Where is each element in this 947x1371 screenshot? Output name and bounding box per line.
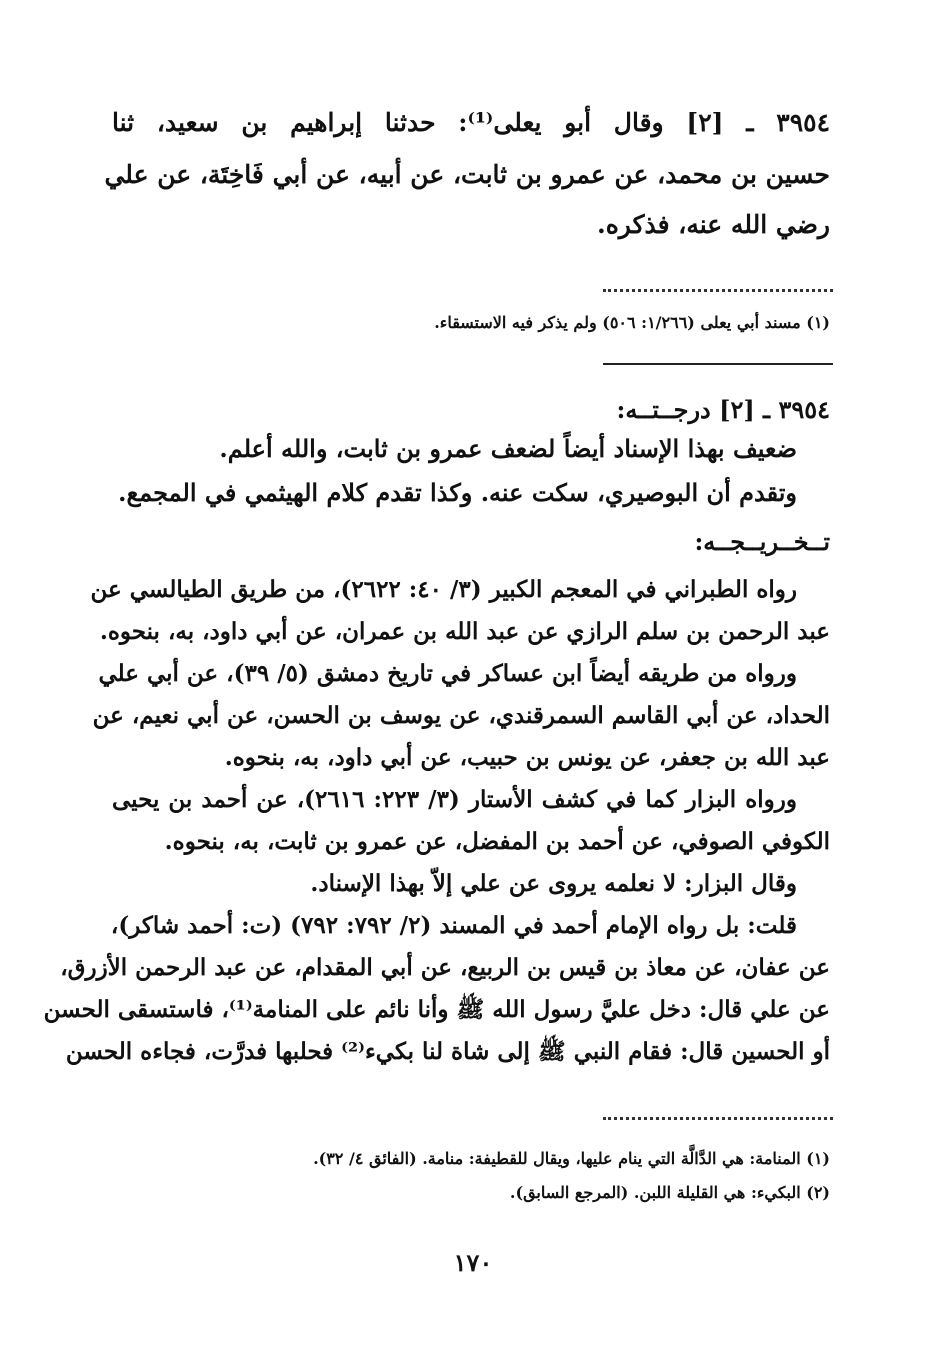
grade-heading: ٣٩٥٤ ـ [٢] درجــتــه: (616, 395, 830, 424)
takhrij-line: أو الحسين قال: فقام النبي ﷺ إلى شاة لنا بكيء⁽²⁾ فحلبها فدرَّت، فجاءه الحسن (65, 1038, 830, 1065)
hadith-text (104, 108, 831, 244)
takhrij-line: رواه الطبراني في المعجم الكبير (٣/ ٤٠: ٢٦٢٢)، من طريق الطيالسي عن (90, 576, 797, 603)
footnote: (١) مسند أبي يعلى (١/٢٦٦: ٥٠٦) ولم يذكر فيه الاستسقاء. (434, 313, 830, 332)
takhrij-line: ورواه البزار كما في كشف الأستار (٣/ ٢٢٣: ٢٦١٦)، عن أحمد بن يحيى (112, 786, 797, 813)
grade-text (112, 434, 797, 507)
grade-line: وتقدم أن البوصيري، سكت عنه. وكذا تقدم كلام الهيثمي في المجمع. (118, 478, 797, 507)
page-number: ١٧٠ (453, 1248, 493, 1277)
footnote-separator (603, 1117, 833, 1120)
takhrij-line: وقال البزار: لا نعلمه يروى عن علي إلاّ بهذا الإسناد. (310, 870, 797, 897)
footnote: (١) المنامة: هي الدَّالَّة التي ينام عليها، ويقال للقطيفة: منامة. (الفائق ٤/ ٣٢). (313, 1149, 830, 1168)
takhrij-line: الحداد، عن أبي القاسم السمرقندي، عن يوسف بن الحسن، عن أبي نعيم، عن (92, 702, 830, 729)
takhrij-line: عن علي قال: دخل عليَّ رسول الله ﷺ وأنا نائم على المنامة⁽¹⁾، فاستسقى الحسن (43, 996, 830, 1023)
footnote: (٢) البكيء: هي القليلة اللبن. (المرجع السابق). (509, 1183, 830, 1202)
footnotes (112, 1151, 830, 1201)
takhrij-line: ورواه من طريقه أيضاً ابن عساكر في تاريخ دمشق (٥/ ٣٩)، عن أبي علي (98, 660, 797, 687)
takhrij-text (43, 576, 830, 1066)
hadith-line: رضي الله عنه، فذكره. (597, 210, 830, 239)
footnote-separator (603, 289, 833, 292)
takhrij-line: الكوفي الصوفي، عن أحمد بن المفضل، عن عمرو بن ثابت، به، بنحوه. (164, 828, 830, 855)
grade-line: ضعيف بهذا الإسناد أيضاً لضعف عمرو بن ثابت، والله أعلم. (219, 434, 797, 463)
section-divider (603, 363, 833, 365)
hadith-line: ٣٩٥٤ ـ [٢] وقال أبو يعلى⁽¹⁾: حدثنا إبراهيم بن سعيد، ثنا (112, 108, 831, 137)
takhrij-line: عن عفان، عن معاذ بن قيس بن الربيع، عن أبي المقدام، عن عبد الرحمن الأزرق، (60, 954, 830, 981)
takhrij-line: عبد الله بن جعفر، عن يونس بن حبيب، عن أبي داود، به، بنحوه. (224, 744, 830, 771)
takhrij-line: عبد الرحمن بن سلم الرازي عن عبد الله بن عمران، عن أبي داود، به، بنحوه. (99, 618, 830, 645)
hadith-line: حسين بن محمد، عن عمرو بن ثابت، عن أبيه، عن أبي فَاخِتَة، عن علي (104, 160, 830, 189)
takhrij-heading: تــخــريــجــه: (694, 527, 830, 556)
takhrij-line: قلت: بل رواه الإمام أحمد في المسند (٢/ ٧٩٢: ٧٩٢) (ت: أحمد شاكر)، (110, 912, 797, 939)
footnotes (112, 315, 830, 331)
